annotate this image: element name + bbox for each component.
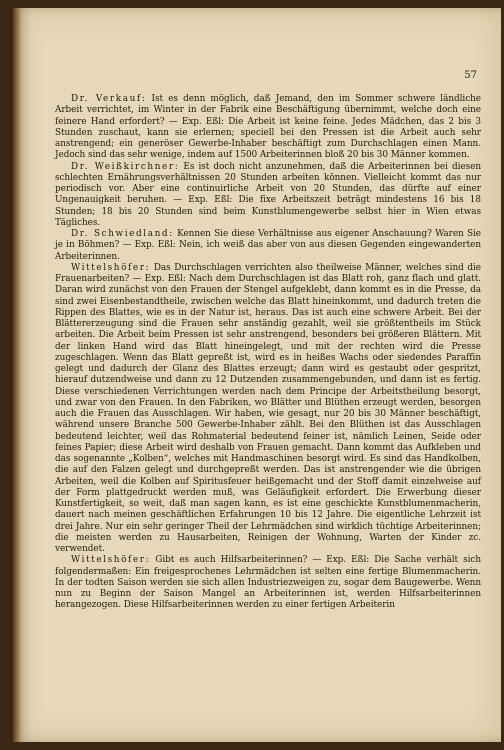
book-page: [13, 8, 501, 742]
paragraph-text: Es ist doch nicht anzunehmen, daß die Arbeiterinnen bei diesen schlechten Ernährungsverhältnissen 20 Stunden arbeiten können. Vielleicht kommt das nur periodisch vor. Aber eine continuirliche Arbeit von 20 Stunden, das dürfte auf einer Ungenauigkeit beruhen. — Exp. Eßl: Die fixe Arbeitszeit beträgt mindestens 16 bis 18 Stunden; 18 bis 20 Stunden sind beim Kunstblumengewerbe selbst hier in Wien etwas Tägliches.: [55, 161, 481, 228]
speaker-name: Wittelshöfer:: [71, 262, 151, 273]
paragraph-5: [55, 555, 481, 611]
speaker-name: Dr. Weißkirchner:: [71, 161, 180, 172]
paragraph-text: Das Durchschlagen verrichten also theilweise Männer, welches sind die Frauenarbeiten? — Exp. Eßl: Nach dem Durchschlagen ist das Blatt roh, ganz flach und glatt. Daran wird zunächst von den Frauen der Stengel aufgeklebt, dann kommt es in die Presse, da sind zwei Eisenbestandtheile, zwischen welche das Blatt hineinkommt, und dadurch treten die Rippen des Blattes, wie es in der Natur ist, heraus. Das ist auch eine schwere Arbeit. Bei der Blättererzeugung sind die Frauen sehr anständig gezahlt, weil sie größtentheils im Stück arbeiten. Die Arbeit beim Pressen ist sehr anstrengend, besonders bei größeren Blättern. Mit der linken Hand wird das Blatt hineingelegt, und mit der rechten wird die Presse zugeschlagen. Wenn das Blatt gepreßt ist, wird es in heißes Wachs oder siedendes Paraffin gelegt und dadurch der Glanz des Blattes erzeugt; dann wird es gestaubt oder gespritzt, hierauf dutzendweise und dann zu 12 Dutzenden zusammengebunden, und dann ist es fertig. Diese verschiedenen Verrichtungen werden nach dem Principe der Arbeitstheilung besorgt, und zwar von den Frauen. In den Fabriken, wo Blätter und Blüthen erzeugt werden, besorgen auch die Frauen das Ausschlagen. Wir haben, wie gesagt, nur 20 bis 30 Männer beschäftigt, während unsere Branche 500 Gewerbe-Inhaber zählt. Bei den Blüthen ist das Ausschlagen bedeutend leichter, weil das Rohmaterial bedeutend feiner ist, nämlich Leinen, Seide oder feines Papier; diese Arbeit wird deshalb von Frauen gemacht. Dann kommt das Aufkleben und das sogenannte „Kolben“, welches mit Handmaschinen besorgt wird. Es sind das Handkolben, die auf den Falzen gelegt und durchgepreßt werden. Das ist anstrengender wie die übrigen Arbeiten, weil die Kolben auf Spiritusfeuer heißgemacht und der Stoff damit einzelweise auf der Form plattgedruckt werden muß, was Geläufigkeit erfordert. Die Erwerbung dieser Kunstfertigkeit, so weit, daß man sagen kann, es ist eine geschickte Kunstblumenmacherin, dauert nach meinen geschäftlichen Erfahrungen 10 bis 12 Jahre. Die eigentliche Lehrzeit ist drei Jahre. Nur ein sehr geringer Theil der Lehrmädchen sind wirklich tüchtige Arbeiterinnen; die meisten werden zu Hausarbeiten, Reinigen der Wohnung, Warten der Kinder zc. verwendet.: [55, 262, 481, 554]
speaker-name: Dr. Schwiedland:: [71, 229, 174, 239]
page-gutter-shadow: [13, 8, 21, 742]
paragraph-2: [55, 162, 481, 230]
paragraph-text: Kennen Sie diese Verhältnisse aus eigener Anschauung? Waren Sie je in Böhmen? — Exp. Eßl: Nein, ich weiß das aber von aus diesen Gegenden eingewanderten Arbeiterinnen.: [55, 229, 481, 262]
page-number: 57: [464, 70, 477, 81]
speaker-name: Wittelshöfer:: [71, 555, 151, 566]
paragraph-text: Gibt es auch Hilfsarbeiterinnen? — Exp. Eßl: Die Sache verhält sich folgendermaßen: Ein freigesprochenes Lehrmädchen ist selten eine fertige Blumenmacherin. In der todten Saison werden sie sich allen Industriezweigen zu, sogar dem Baugewerbe. Wenn nun zu Beginn der Saison Mangel an Arbeiterinnen ist, werden Hilfsarbeiterinnen herangezogen. Diese Hilfsarbeiterinnen werden zu einer fertigen Arbeiterin: [55, 555, 481, 611]
paragraph-3: [55, 229, 481, 263]
paragraph-1: [55, 94, 481, 162]
body-text: [55, 94, 481, 612]
paragraph-4: [55, 263, 481, 556]
paragraph-text: Ist es denn möglich, daß Jemand, den im Sommer schwere ländliche Arbeit verrichtet, im Winter in der Fabrik eine Beschäftigung übernimmt, welche doch eine feinere Hand erfordert? — Exp. Eßl: Die Arbeit ist keine feine. Jedes Mädchen, das 2 bis 3 Stunden zuschaut, kann sie erlernen; speciell bei den Pressen ist die Arbeit auch sehr anstrengend; ein generöser Gewerbe-Inhaber beschäftigt zum Durchschlagen einen Mann. Jedoch sind das sehr wenige, indem auf 1500 Arbeiterinnen bloß 20 bis 30 Männer kommen.: [55, 94, 481, 161]
speaker-name: Dr. Verkauf:: [71, 94, 147, 104]
